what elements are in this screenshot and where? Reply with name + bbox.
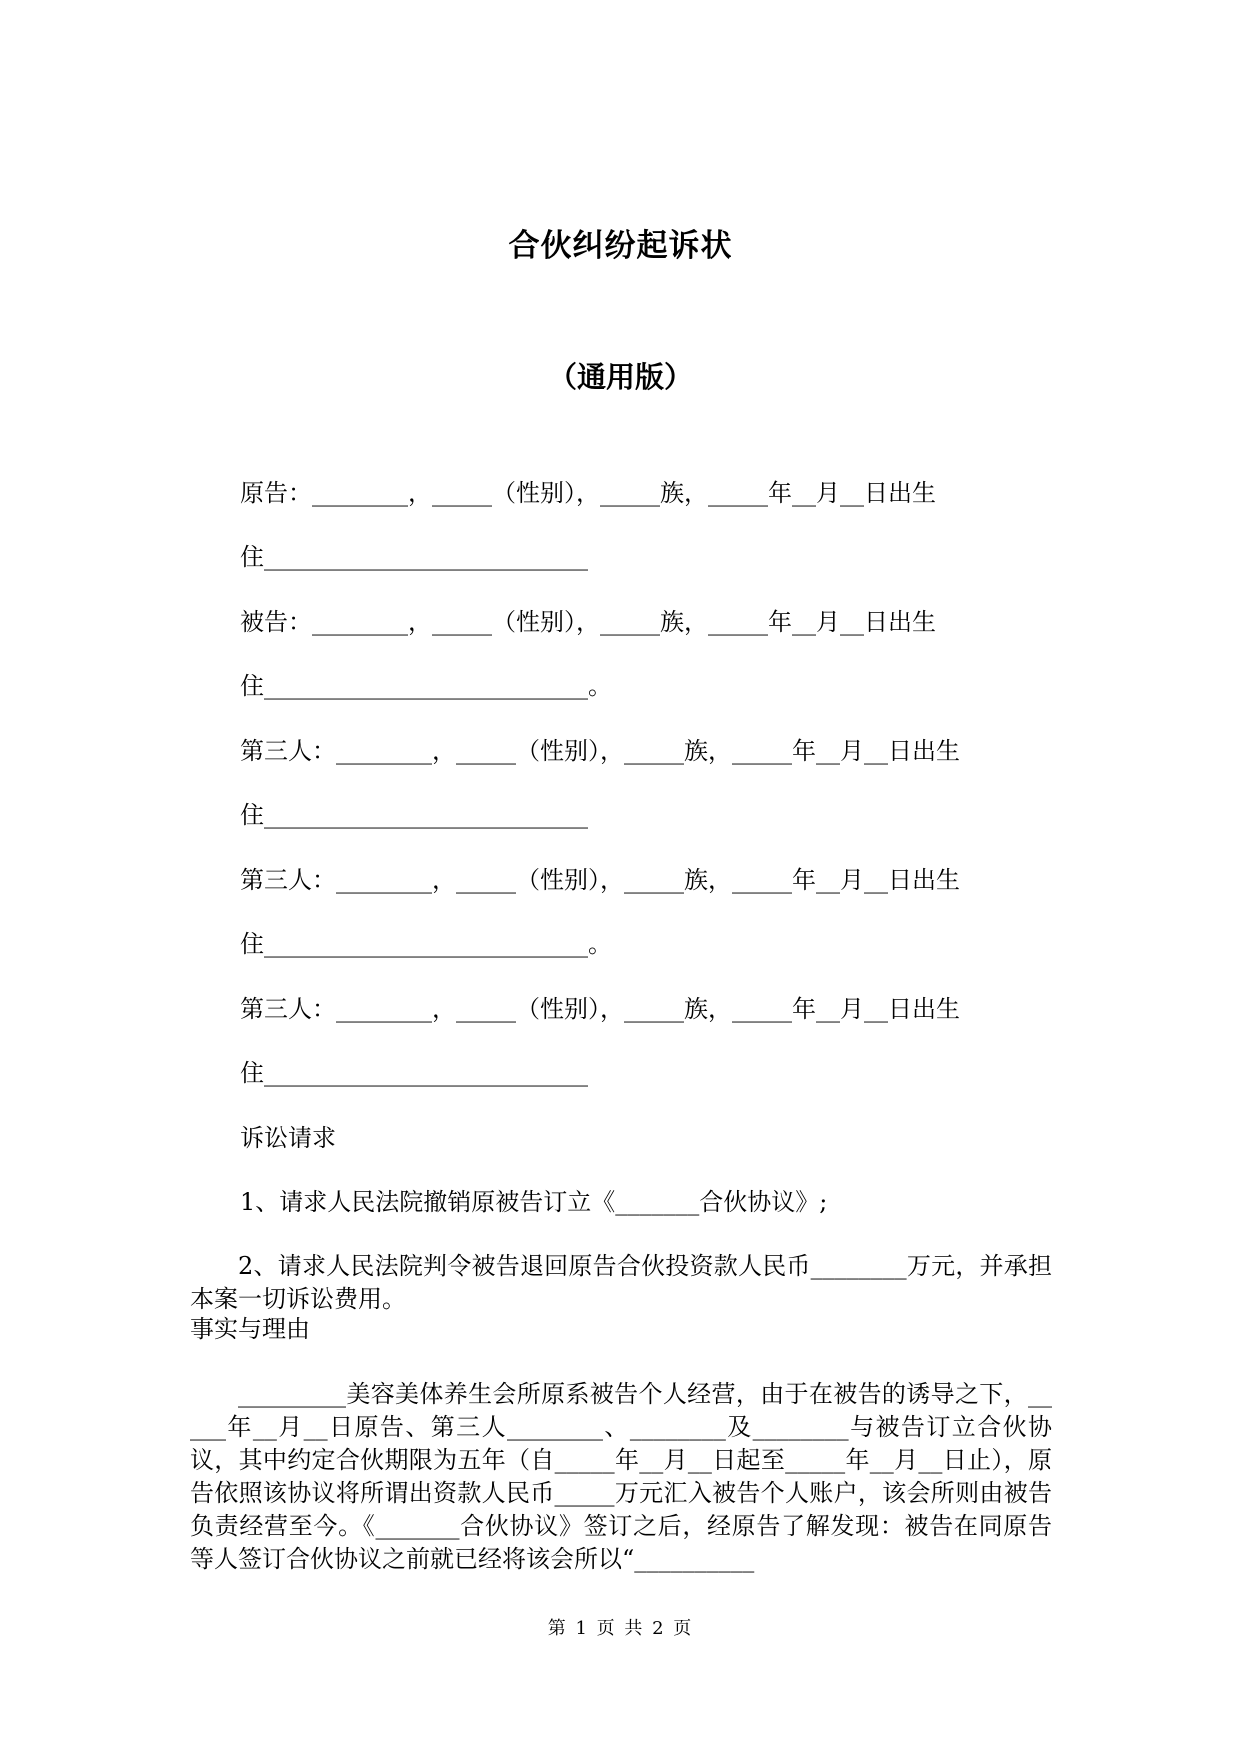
third-party-2-line: 第三人：________，_____（性别），_____族，_____年__月__日出生 bbox=[240, 866, 960, 894]
third-party-1-address: 住___________________________ bbox=[240, 801, 588, 829]
plaintiff-address: 住___________________________ bbox=[240, 543, 588, 571]
defendant-line: 被告：________，_____（性别），_____族，_____年__月__日出生 bbox=[240, 608, 936, 636]
page-indicator: 第 1 页 共 2 页 bbox=[547, 1618, 694, 1639]
third-party-3-line: 第三人：________，_____（性别），_____族，_____年__月__日出生 bbox=[240, 995, 960, 1023]
document-subtitle: （通用版） bbox=[547, 360, 693, 394]
third-party-1-line: 第三人：________，_____（性别），_____族，_____年__月__日出生 bbox=[240, 737, 960, 765]
document-title: 合伙纠纷起诉状 bbox=[508, 228, 733, 264]
claim-item-2: 2、请求人民法院判令被告退回原告合伙投资款人民币________万元，并承担本案一切诉讼费用。 bbox=[190, 1252, 1052, 1313]
claims-heading: 诉讼请求 bbox=[240, 1124, 336, 1152]
plaintiff-line: 原告：________，_____（性别），_____族，_____年__月__日出生 bbox=[240, 479, 936, 507]
third-party-3-address: 住___________________________ bbox=[240, 1059, 588, 1087]
third-party-2-address: 住___________________________。 bbox=[240, 930, 612, 958]
facts-heading: 事实与理由 bbox=[190, 1315, 310, 1343]
defendant-address: 住___________________________。 bbox=[240, 672, 612, 700]
claim-item-1: 1、请求人民法院撤销原被告订立《_______合伙协议》; bbox=[240, 1188, 828, 1216]
facts-paragraph: _________美容美体养生会所原系被告个人经营，由于在被告的诱导之下，_____年__月__日原告、第三人________、________及________与被告订立合伙协议，其中约定合伙期限为五年（自_____年__月__日起至_____年__月__日止），原告依照该协议将所谓出资款人民币_____万元汇入被告个人账户，该会所则由被告负责经营至今。《_______合伙协议》签订之后，经原告了解发现：被告在同原告等人签订合伙协议之前就已经将该会所以“__________ bbox=[190, 1380, 1052, 1573]
